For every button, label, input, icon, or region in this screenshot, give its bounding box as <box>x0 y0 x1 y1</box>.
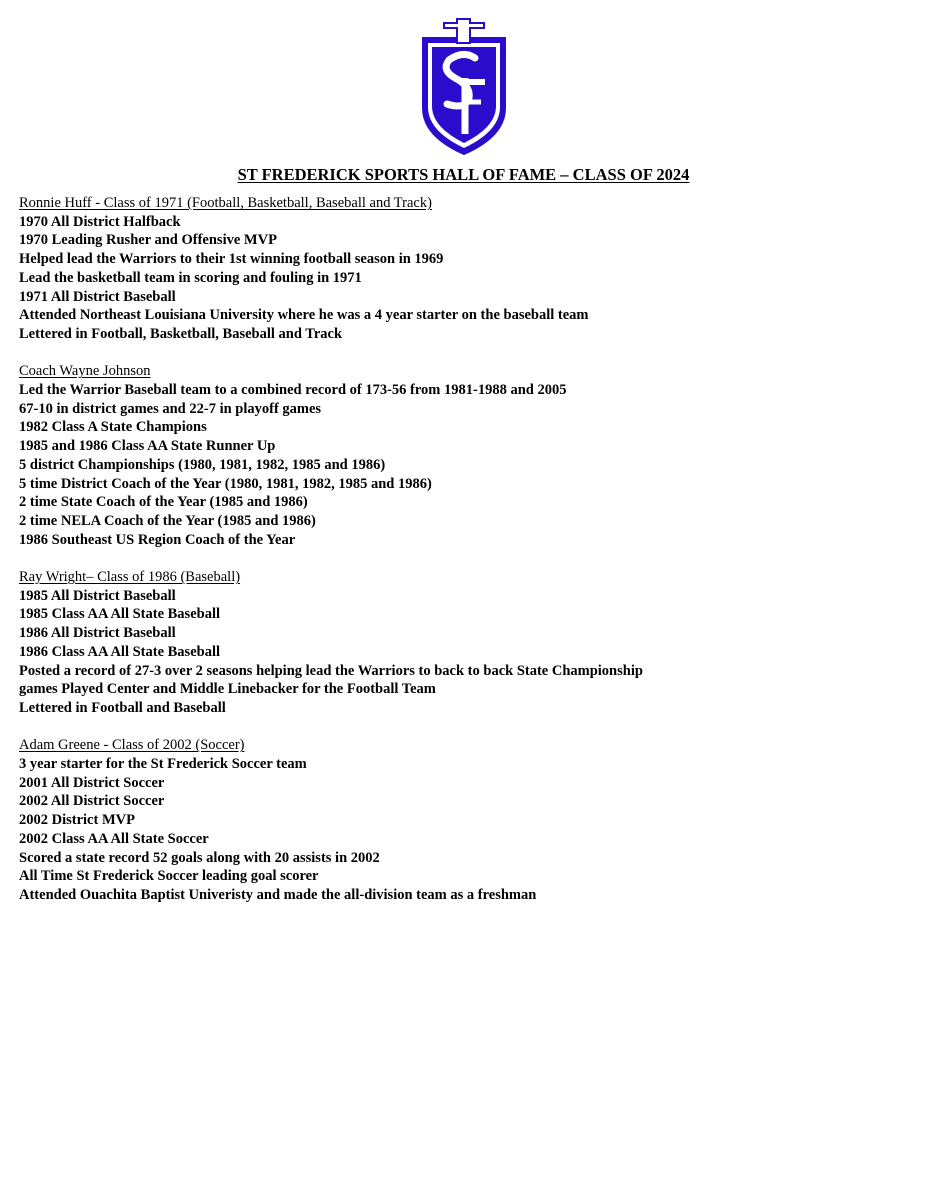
list-item: 3 year starter for the St Frederick Soccer team <box>19 756 307 773</box>
list-item: 1970 Leading Rusher and Offensive MVP <box>19 232 277 249</box>
inductee-list <box>19 194 909 923</box>
list-item: 1986 All District Baseball <box>19 625 176 642</box>
inductee-section-ray-wright <box>19 568 909 718</box>
list-item: 2002 Class AA All State Soccer <box>19 830 209 847</box>
page-title-text: ST FREDERICK SPORTS HALL OF FAME – CLASS OF 2024 <box>237 165 690 184</box>
list-item: Posted a record of 27-3 over 2 seasons helping lead the Warriors to back to back State Championship <box>19 662 643 679</box>
shield-logo-icon <box>419 16 509 156</box>
list-item: 1971 All District Baseball <box>19 288 176 305</box>
page-title <box>0 164 927 186</box>
inductee-section-wayne-johnson <box>19 362 909 549</box>
list-item: 1986 Class AA All State Baseball <box>19 643 221 660</box>
list-item: 5 district Championships (1980, 1981, 1982, 1985 and 1986) <box>19 456 386 473</box>
list-item: 2 time NELA Coach of the Year (1985 and 1986) <box>19 512 316 529</box>
list-item: 1970 All District Halfback <box>19 213 181 230</box>
list-item: 1985 and 1986 Class AA State Runner Up <box>19 438 276 455</box>
list-item: 2001 All District Soccer <box>19 774 165 791</box>
list-item: All Time St Frederick Soccer leading goal scorer <box>19 868 319 885</box>
list-item: 67-10 in district games and 22-7 in playoff games <box>19 400 322 417</box>
inductee-heading: Adam Greene - Class of 2002 (Soccer) <box>19 737 245 754</box>
list-item: Attended Northeast Louisiana University where he was a 4 year starter on the baseball team <box>19 307 589 324</box>
list-item: 2002 District MVP <box>19 812 135 829</box>
list-item: Lead the basketball team in scoring and fouling in 1971 <box>19 269 362 286</box>
list-item: games Played Center and Middle Linebacker for the Football Team <box>19 681 436 698</box>
list-item: 2002 All District Soccer <box>19 793 165 810</box>
inductee-heading: Ronnie Huff - Class of 1971 (Football, Basketball, Baseball and Track) <box>19 195 432 211</box>
list-item: Scored a state record 52 goals along with 20 assists in 2002 <box>19 849 380 866</box>
list-item: 1985 All District Baseball <box>19 587 176 604</box>
inductee-heading: Ray Wright– Class of 1986 (Baseball) <box>19 569 241 586</box>
list-item: Led the Warrior Baseball team to a combined record of 173-56 from 1981-1988 and 2005 <box>19 382 567 399</box>
inductee-heading: Coach Wayne Johnson <box>19 363 151 380</box>
list-item: 2 time State Coach of the Year (1985 and 1986) <box>19 494 308 511</box>
list-item: 1982 Class A State Champions <box>19 419 207 436</box>
list-item: Lettered in Football, Basketball, Baseball and Track <box>19 325 343 342</box>
list-item: Lettered in Football and Baseball <box>19 699 226 716</box>
list-item: Attended Ouachita Baptist Univeristy and made the all-division team as a freshman <box>19 886 537 903</box>
list-item: 1985 Class AA All State Baseball <box>19 606 221 623</box>
inductee-section-ronnie-huff <box>19 194 909 344</box>
list-item: 5 time District Coach of the Year (1980, 1981, 1982, 1985 and 1986) <box>19 475 432 492</box>
list-item: Helped lead the Warriors to their 1st winning football season in 1969 <box>19 251 444 268</box>
list-item: 1986 Southeast US Region Coach of the Year <box>19 531 296 548</box>
st-frederick-shield-logo <box>419 16 509 156</box>
inductee-section-adam-greene <box>19 736 909 904</box>
